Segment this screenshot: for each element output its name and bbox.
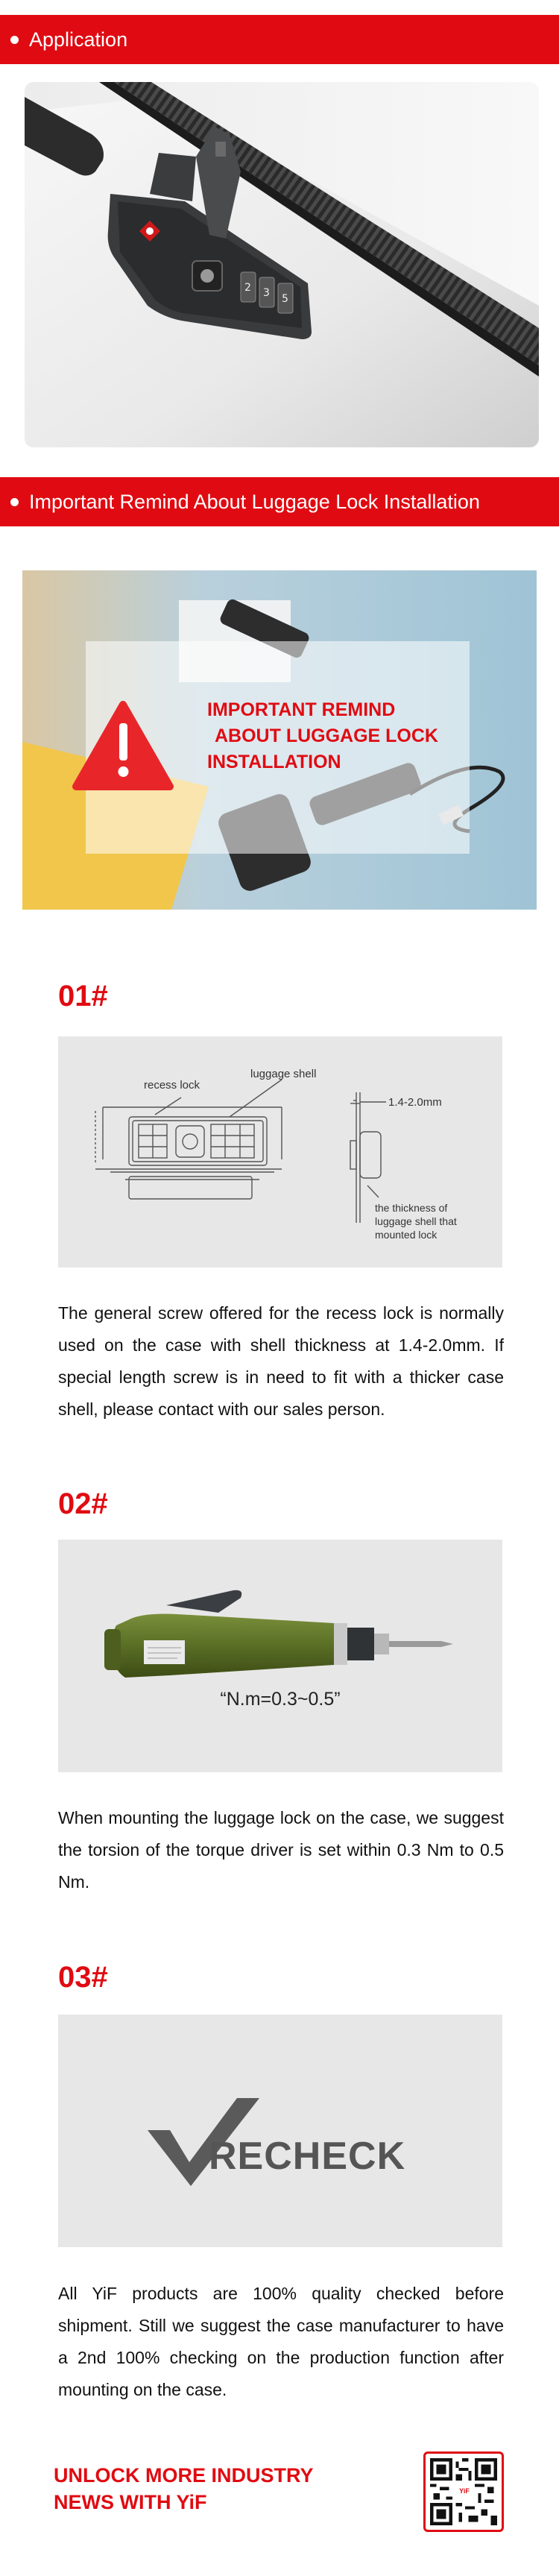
qr-code[interactable] [423,2451,504,2532]
step-02-text: When mounting the luggage lock on the case, we suggest the torsion of the torque driver is set within 0.3 Nm to 0.5 Nm. [58,1808,504,1892]
footer-line: UNLOCK MORE INDUSTRY [54,2464,314,2487]
section-title: Important Remind About Luggage Lock Installation [29,490,480,513]
step-number-03: 03# [58,1961,108,1994]
note-line: the thickness of [375,1202,448,1214]
step-number-01: 01# [58,980,108,1013]
section-header-application [0,15,559,64]
remind-title-line: ABOUT LUGGAGE LOCK [215,725,438,746]
section-title: Application [29,28,128,51]
svg-text:3: 3 [263,287,270,299]
recheck-label: RECHECK [209,2135,406,2178]
remind-title-line: IMPORTANT REMIND [207,699,396,720]
note-line: mounted lock [375,1229,438,1241]
footer-cta[interactable] [54,2462,314,2516]
recheck-art [58,2015,502,2247]
recess-lock-diagram [58,1036,502,1267]
svg-text:5: 5 [282,293,288,305]
luggage-shell-label: luggage shell [250,1068,317,1080]
step-number-02: 02# [58,1487,108,1520]
suitcase-lock-illustration [25,82,539,447]
recess-lock-drawing [58,1036,502,1267]
torque-driver-drawing [58,1540,502,1772]
footer-line: NEWS WITH YiF [54,2491,207,2513]
torque-value: “N.m=0.3~0.5” [220,1689,341,1710]
recheck-panel [58,2015,502,2247]
important-remind-banner [22,570,537,910]
svg-text:2: 2 [244,282,251,294]
note-line: luggage shell that [375,1215,457,1227]
torque-driver-panel [58,1540,502,1772]
remind-title-line: INSTALLATION [207,752,341,772]
qr-logo: YiF [457,2486,472,2496]
step-01-text: The general screw offered for the recess lock is normally used on the case with shell thickness at 1.4-2.0mm. If special length screw is in need to fit with a thicker case shell, please contact with our sales person. [58,1303,504,1419]
thickness-label: 1.4-2.0mm [388,1096,442,1109]
section-header-remind [0,477,559,526]
recess-lock-label: recess lock [144,1079,200,1092]
bullet-dot [10,498,19,506]
bullet-dot [10,36,19,44]
application-photo [25,82,539,447]
remind-title [207,697,438,775]
step-03-text: All YiF products are 100% quality checked before shipment. Still we suggest the case manufacturer to have a 2nd 100% checking on the production function after mounting on the case. [58,2284,504,2399]
